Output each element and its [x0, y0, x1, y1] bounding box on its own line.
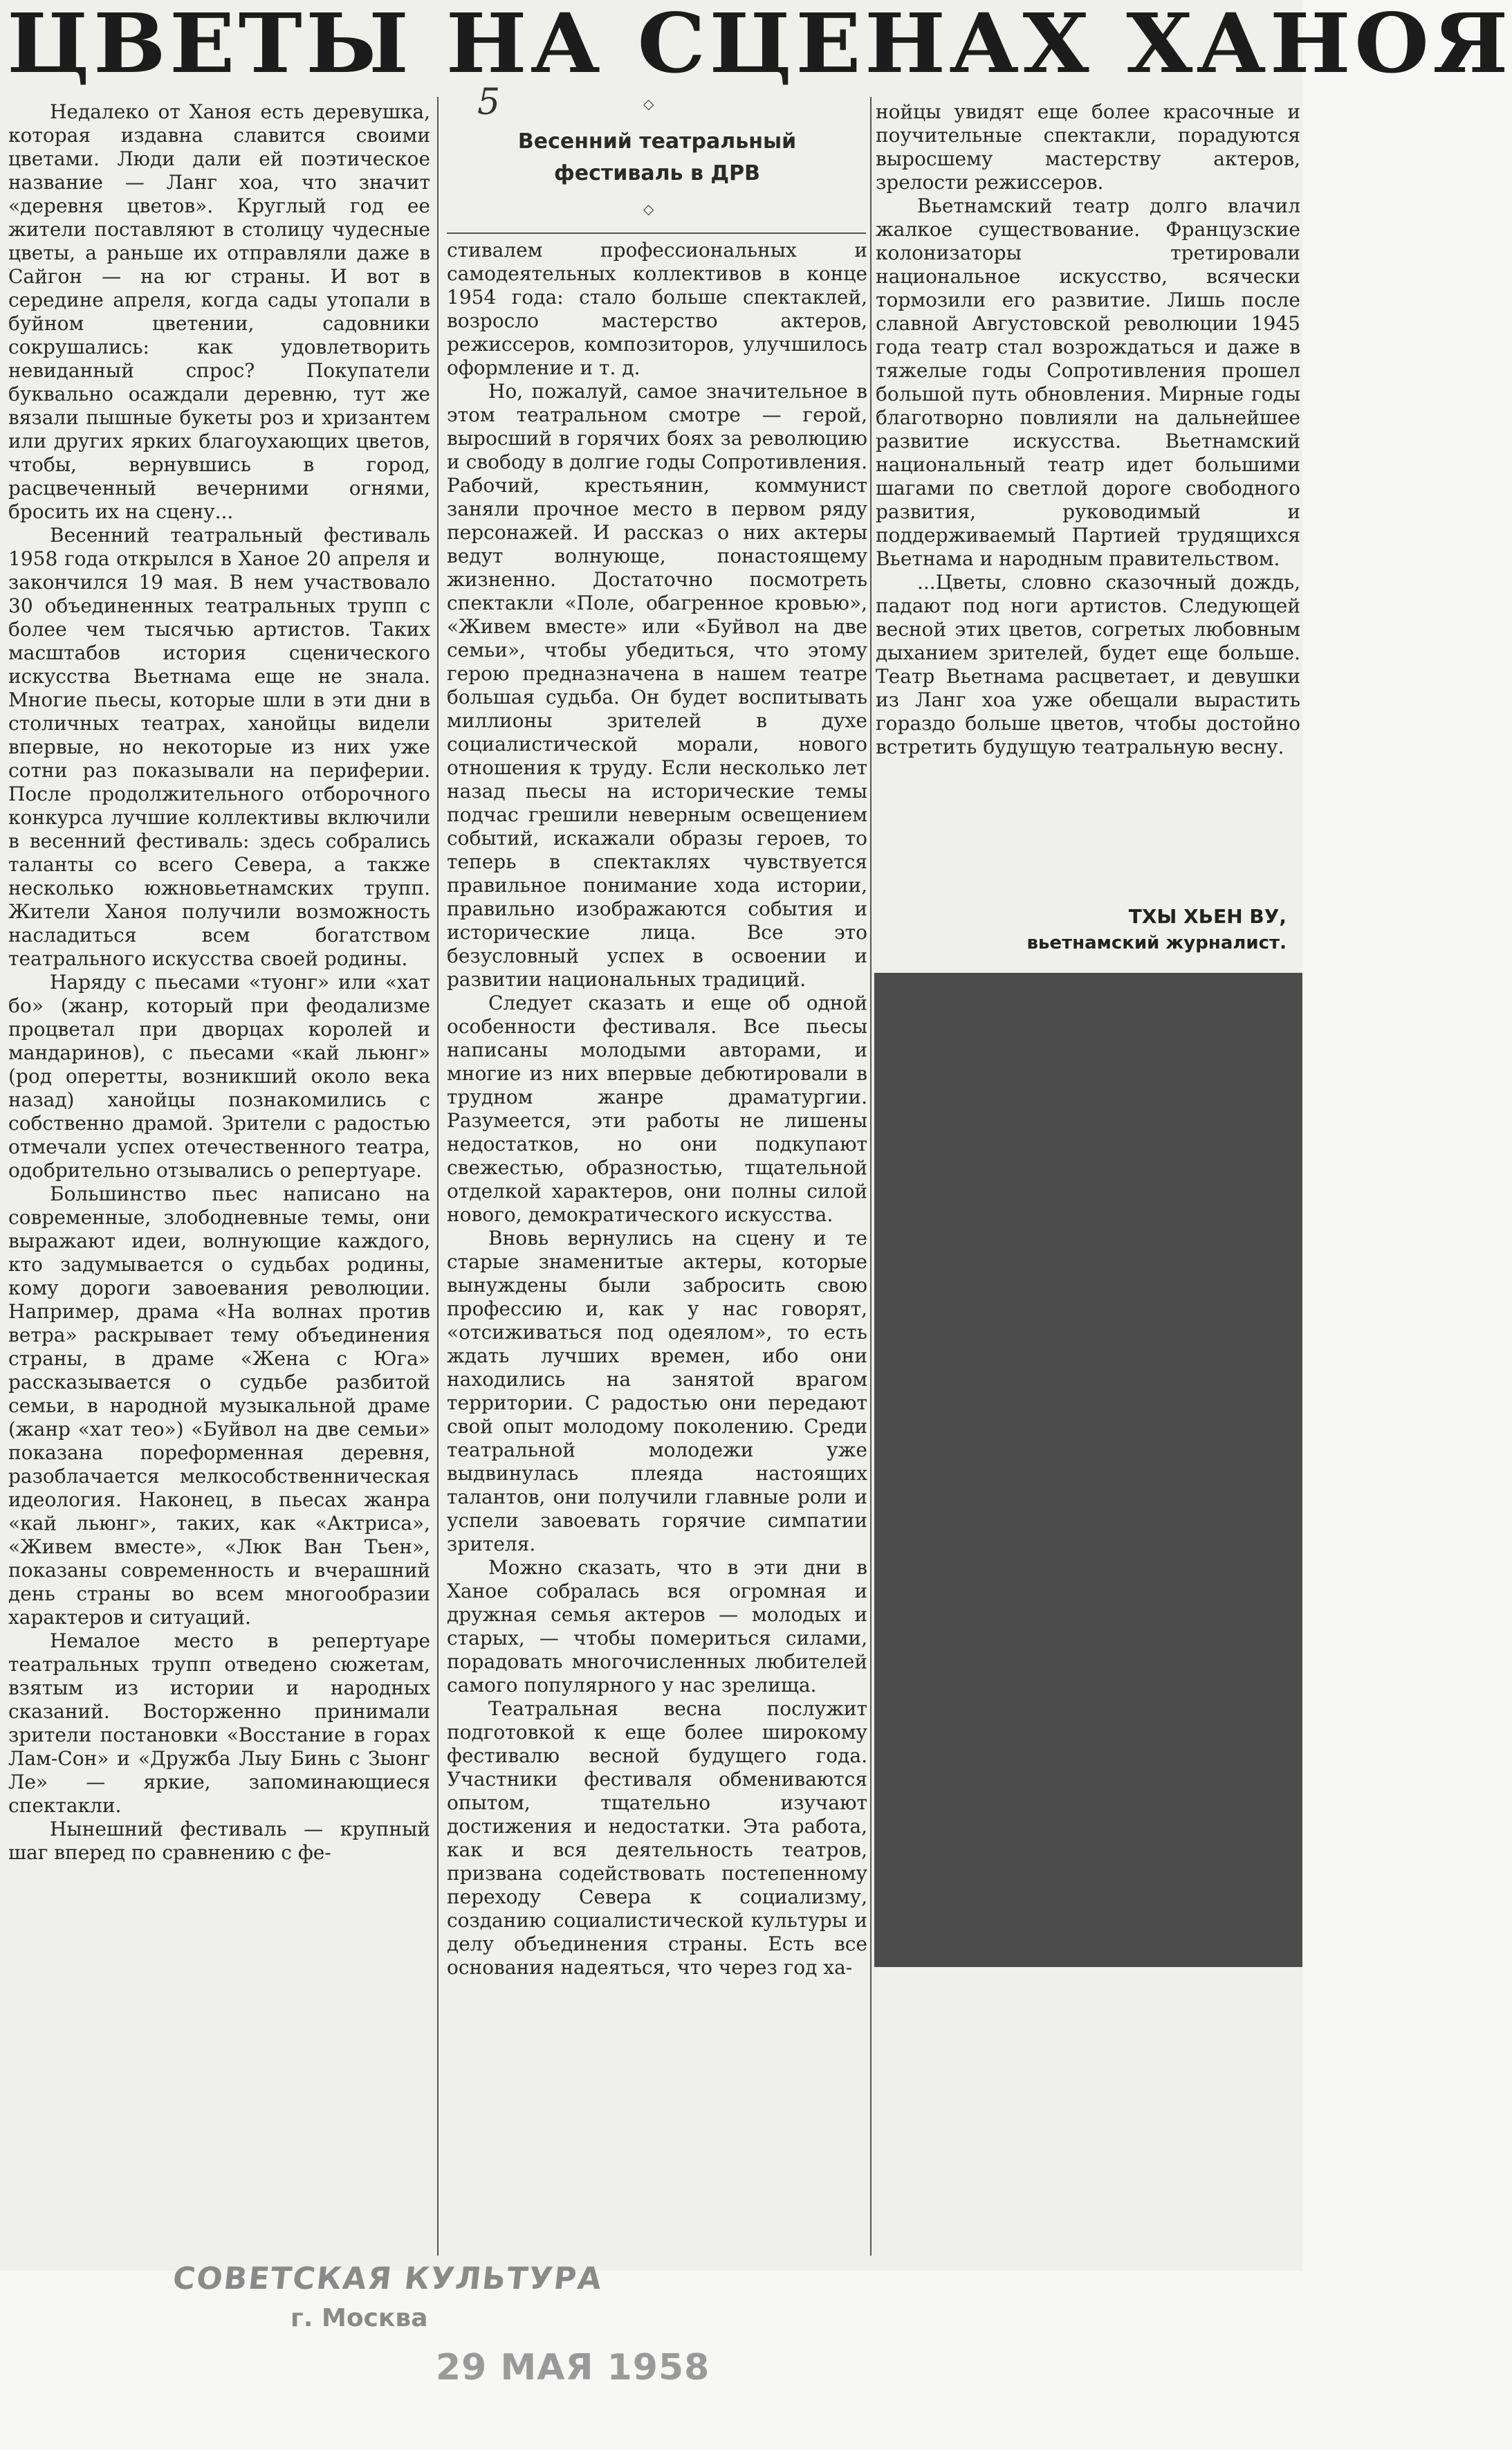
article-column-1 — [8, 100, 430, 1865]
paragraph: ...Цветы, словно сказочный дождь, падают под ноги артистов. Следующей весной этих цветов, согретых любовным дыханием зрителей, будет еще больше. Театр Вьетнама расцветает, и девушки из Ланг хоа уже обещали вырастить гораздо больше цветов, чтобы достойно встретить будущую театральную весну. — [876, 571, 1300, 758]
handwritten-number: 5 — [477, 82, 501, 123]
column-divider-1 — [437, 97, 439, 2256]
column-divider-2 — [870, 97, 872, 2256]
paragraph: Но, пожалуй, самое значительное в этом театральном смотре — герой, выросший в горячих боях за революцию и свободу в долгие годы Сопротивления. Рабочий, крестьянин, коммунист заняли прочное место в первом ряду персонажей. И рассказ о них актеры ведут волнующе, понастоящему жизненно. Достаточно посмотреть спектакли «Поле, обагренное кровью», «Живем вместе» или «Буйвол на две семьи», чтобы убедиться, что этому герою предназначена в нашем театре большая судьба. Он будет воспитывать миллионы зрителей в духе социалистической морали, нового отношения к труду. Если несколько лет назад пьесы на исторические темы подчас грешили неверным освещением событий, искажали образы героев, то теперь в спектаклях чувствуется правильное понимание хода истории, правильно изображаются события и исторические лица. Все это безусловный успех в освоении и развитии национальных традиций. — [447, 380, 867, 991]
paragraph: Вьетнамский театр долго влачил жалкое существование. Французские колонизаторы третировали национальное искусство, всячески тормозили его развитие. Лишь после славной Августовской революции 1945 года театр стал возрождаться и даже в тяжелые годы Сопротивления прошел большой путь обновления. Мирные годы благотворно повлияли на дальнейшее развитие искусства. Вьетнамский национальный театр идет большими шагами по светлой дороге свободного развития, руководимый и поддерживаемый Партией трудящихся Вьетнама и народным правительством. — [876, 194, 1300, 570]
paragraph: Большинство пьес написано на современные, злободневные темы, они выражают идеи, волнующие каждого, кто задумывается о судьбах родины, кому дороги завоевания революции. Например, драма «На волнах против ветра» раскрывает тему объединения страны, в драме «Жена с Юга» рассказывается о судьбе разбитой семьи, в народной музыкальной драме (жанр «хат тео») «Буйвол на две семьи» показана пореформенная деревня, разоблачается мелкособственническая идеология. Наконец, в пьесах жанра «кай льюнг», таких, как «Актриса», «Живем вместе», «Люк Ван Тьен», показаны современность и вчерашний день страны во всем многообразии характеров и ситуаций. — [8, 1182, 430, 1629]
dark-backing-area — [874, 973, 1302, 1967]
paragraph: Театральная весна послужит подготовкой к еще более широкому фестивалю весной будущего года. Участники фестиваля обмениваются опытом, тщательно изучают достижения и недостатки. Эта работа, как и вся деятельность театров, призвана содействовать постепенному переходу Севера к социализму, созданию социалистической культуры и делу объединения страны. Есть все основания надеяться, что через год ха- — [447, 1697, 867, 1979]
paragraph: Следует сказать и еще об одной особенности фестиваля. Все пьесы написаны молодыми авторами, и многие из них впервые дебютировали в трудном жанре драматургии. Разумеется, эти работы не лишены недостатков, но они подкупают свежестью, образностью, тщательной отделкой характеров, они полны силой нового, демократического искусства. — [447, 991, 867, 1226]
paragraph: Наряду с пьесами «туонг» или «хат бо» (жанр, который при феодализме процветал при дворцах королей и мандаринов), с пьесами «кай льюнг» (род оперетты, возникший около века назад) ханойцы познакомились с собственно драмой. Зрители с радостью отмечали успех отечественного театра, одобрительно отзывались о репертуаре. — [8, 971, 430, 1182]
paragraph: стивалем профессиональных и самодеятельных коллективов в конце 1954 года: стало больше спектаклей, возросло мастерство актеров, режиссеров, композиторов, улучшилось оформление и т. д. — [447, 239, 867, 379]
newspaper-stamp: СОВЕТСКАЯ КУЛЬТУРА — [171, 2261, 605, 2296]
paragraph: нойцы увидят еще более красочные и поучительные спектакли, порадуются выросшему мастерству актеров, зрелости режиссеров. — [876, 100, 1300, 194]
paragraph: Нынешний фестиваль — крупный шаг вперед по сравнению с фе- — [8, 1818, 430, 1864]
article-headline: ЦВЕТЫ НА СЦЕНАХ ХАНОЯ — [7, 0, 1512, 91]
subheading-rule — [447, 232, 866, 234]
subheading-line-2: фестиваль в ДРВ — [554, 161, 760, 185]
paragraph: Можно сказать, что в эти дни в Ханое собралась вся огромная и дружная семья актеров — молодых и старых, — чтобы помериться силами, порадовать многочисленных любителей самого популярного у нас зрелища. — [447, 1556, 867, 1697]
paragraph: Вновь вернулись на сцену и те старые знаменитые актеры, которые вынуждены были забросить свою профессию и, как у нас говорят, «отсиживаться под одеялом», то есть ждать лучших времен, ибо они находились на занятой врагом территории. С радостью они передают свой опыт молодому поколению. Среди театральной молодежи уже выдвинулась плеяда настоящих талантов, они получили главные роли и успели завоевать горячие симпатии зрителя. — [447, 1227, 867, 1555]
stamp-date: 29 МАЯ 1958 — [436, 2347, 710, 2388]
author-name: ТХЫ ХЬЕН ВУ, — [1128, 905, 1287, 928]
paragraph: Весенний театральный фестиваль 1958 года открылся в Ханое 20 апреля и закончился 19 мая. В нем участвовало 30 объединенных театральных трупп с более чем тысячью артистов. Таких масштабов история сценического искусства Вьетнама еще не знала. Многие пьесы, которые шли в эти дни в столичных театрах, ханойцы видели впервые, но некоторые из них уже сотни раз показывали на периферии. После продолжительного отборочного конкурса лучшие коллективы включили в весенний фестиваль: здесь собрались таланты со всего Севера, а также несколько южновьетнамских трупп. Жители Ханоя получили возможность насладиться всем богатством театрального искусства своей родины. — [8, 524, 430, 970]
diamond-ornament-top: ◇ — [643, 95, 654, 112]
article-subheading — [484, 126, 830, 190]
article-column-2 — [447, 239, 867, 1980]
diamond-ornament-bottom: ◇ — [643, 201, 654, 217]
subheading-line-1: Весенний театральный — [517, 129, 797, 154]
article-column-3 — [876, 100, 1300, 759]
stamp-city: г. Москва — [291, 2304, 428, 2332]
paragraph: Немалое место в репертуаре театральных трупп отведено сюжетам, взятым из истории и народных сказаний. Восторженно принимали зрители постановки «Восстание в горах Лам-Сон» и «Дружба Лыу Бинь с Зыонг Ле» — яркие, запоминающиеся спектакли. — [8, 1629, 430, 1817]
paragraph: Недалеко от Ханоя есть деревушка, которая издавна славится своими цветами. Люди дали ей поэтическое название — Ланг хоа, что значит «деревня цветов». Круглый год ее жители поставляют в столицу чудесные цветы, а раньше их отправляли даже в Сайгон — на юг страны. И вот в середине апреля, когда сады утопали в буйном цветении, садовники сокрушались: как удовлетворить невиданный спрос? Покупатели буквально осаждали деревню, тут же вязали пышные букеты роз и хризантем или других ярких благоухающих цветов, чтобы, вернувшись в город, расцвеченный вечерними огнями, бросить их на сцену... — [8, 100, 430, 523]
author-role: вьетнамский журналист. — [1026, 933, 1287, 953]
